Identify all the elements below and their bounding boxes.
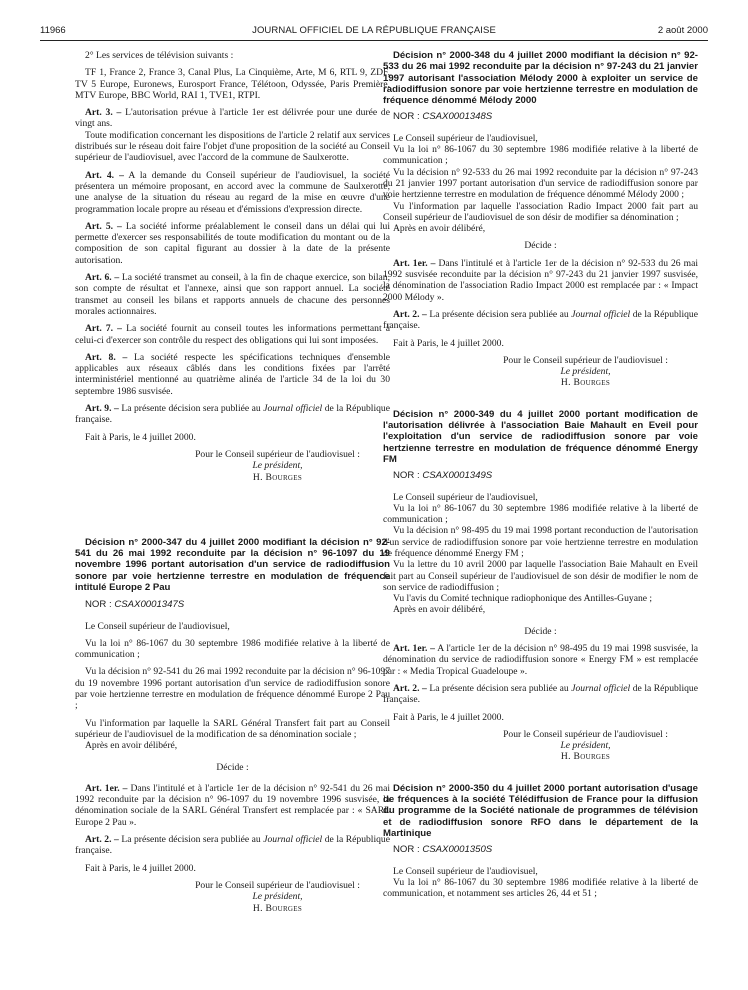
article-2 [383, 683, 698, 706]
signature-name: H. Bourges [560, 751, 611, 763]
nor-label: NOR : [393, 111, 423, 123]
article-label: Art. 2. – [393, 682, 427, 694]
nor-label: NOR : [85, 599, 115, 611]
nor-reference [383, 111, 698, 122]
article-label: Art. 7. – [85, 323, 122, 335]
deliberation-line: Après en avoir délibéré, [85, 740, 178, 752]
article-text: A l'article 1er de la décision n° 98-495 du 19 mai 1998 susvisée, la dénomination du service de radiodiffusion sonore « Energy FM » est remplacée par : « Media Tropical Guadeloupe ». [383, 643, 698, 677]
article-9 [75, 403, 390, 426]
article-text: La société transmet au conseil, à la fin de chaque exercice, son bilan, son compte de résultat et l'annexe, ainsi que son rapport annuel. La société transmet au conseil les bilans et rapports annuels de chacune des personnes morales actionnaires. [75, 272, 390, 317]
article-text: L'autorisation prévue à l'article 1er est délivrée pour une durée de vingt ans. [75, 107, 390, 130]
left-column [75, 50, 390, 914]
article-label: Art. 1er. – [393, 257, 436, 269]
article-text: La société respecte les spécifications techniques d'ensemble applicables aux réseaux câblés dans les conditions fixées par l'arrêté interministériel mentionné au quatrième alinéa de l'article 34 de la loi du 30 septembre 1986 susvisée. [75, 351, 390, 397]
article-label: Art. 2. – [393, 308, 427, 320]
article-label: Art. 9. – [85, 403, 119, 415]
signature-role: Le président, [560, 366, 611, 378]
article-label: Art. 3. – [85, 107, 122, 119]
signature-role: Le président, [252, 460, 303, 472]
article-3 [75, 107, 390, 130]
conseil-line: Le Conseil supérieur de l'audiovisuel, [393, 132, 538, 144]
services-list: TF 1, France 2, France 3, Canal Plus, La Cinquième, Arte, M 6, RTL 9, ZDF, TV 5 Europe, Euronews, Eurosport France, Télétoon, Odyssée, Paris Première, MTV Europe, BBC World, RAI 1, TVE1, RTPI. [75, 67, 390, 101]
visa-2: Vu la décision n° 98-495 du 19 mai 1998 portant reconduction de l'autorisation d'un service de radiodiffusion sonore par voie hertzienne terrestre en modulation de fréquence dénommé Energy FM ; [383, 525, 698, 559]
decision-349 [383, 409, 698, 763]
article-text: A la demande du Conseil supérieur de l'audiovisuel, la société présentera un mémoire proposant, en accord avec la commune de Saulxerotte, une analyse de la situation du réseau au regard de la mise en œuvre d'une programmation locale propre au réseau et d'émissions d'expression directe. [75, 169, 390, 215]
decision-title: Décision n° 2000-347 du 4 juillet 2000 modifiant la décision n° 92-541 du 26 mai 1992 reconduite par la décision n° 96-1097 du 19 novembre 1996 portant autorisation d'un service de radiodiffusion sonore par voie hertzienne terrestre en modulation de fréquence intitulé Europe 2 Pau [75, 536, 390, 593]
article-text: Dans l'intitulé et à l'article 1er de la décision n° 92-541 du 26 mai 1992 reconduite par la décision n° 96-1097 du 19 novembre 1996 susvisée, la dénomination sociale de la SARL Général Transfert est remplacée par : « SARL Europe 2 Pau ». [75, 782, 390, 828]
article-label: Art. 6. – [85, 272, 120, 284]
journal-officiel-italic: Journal officiel [263, 403, 323, 415]
signature-name: H. Bourges [560, 377, 611, 389]
signature-pour: Pour le Conseil supérieur de l'audiovisuel : [195, 448, 360, 460]
signature-role: Le président, [252, 891, 303, 903]
signature-pour: Pour le Conseil supérieur de l'audiovisuel : [503, 354, 668, 366]
header-rule [40, 40, 708, 41]
article-2 [75, 834, 390, 857]
visa-1: Vu la loi n° 86-1067 du 30 septembre 1986 modifiée relative à la liberté de communication ; [75, 637, 390, 661]
issue-date: 2 août 2000 [657, 25, 708, 36]
article-text: La présente décision sera publiée au [426, 308, 572, 320]
article-label: Art. 2. – [85, 834, 119, 846]
article-5 [75, 221, 390, 266]
article-text: Dans l'intitulé et à l'article 1er de la décision n° 92-533 du 26 mai 1992 susvisée reconduite par la décision n° 97-243 du 21 janvier 1997 susvisée, la dénomination de l'association Radio Impact 2000 est remplacée par : « Impact 2000 Mélody ». [383, 257, 698, 303]
decision-title: Décision n° 2000-349 du 4 juillet 2000 portant modification de l'autorisation délivrée à l'association Baie Mahault en Eveil pour l'exploitation d'un service de radiodiffusion sonore par voie hertzienne terrestre en modulation de fréquence dénommé Energy FM [383, 408, 698, 465]
nor-code: CSAX0001347S [114, 599, 185, 611]
journal-officiel-italic: Journal officiel [571, 682, 631, 694]
nor-reference [75, 599, 390, 610]
article-2 [383, 309, 698, 332]
signature-block [383, 355, 698, 389]
article-label: Art. 5. – [85, 220, 122, 232]
visa-4: Vu l'avis du Comité technique radiophonique des Antilles-Guyane ; [393, 593, 653, 605]
visa-1: Vu la loi n° 86-1067 du 30 septembre 1986 modifiée relative à la liberté de communication ; [383, 502, 698, 526]
article-text: La présente décision sera publiée au [426, 682, 572, 694]
article-label: Art. 1er. – [393, 643, 435, 655]
deliberation-line: Après en avoir délibéré, [393, 223, 486, 235]
journal-title: JOURNAL OFFICIEL DE LA RÉPUBLIQUE FRANÇAISE [252, 25, 496, 36]
decide-heading: Décide : [524, 240, 557, 252]
nor-code: CSAX0001349S [422, 470, 493, 482]
article-text: de la République française. [75, 834, 390, 857]
decision-348 [383, 50, 698, 389]
signature-block [75, 449, 390, 483]
journal-officiel-italic: Journal officiel [263, 834, 323, 846]
article-label: Art. 1er. – [85, 782, 128, 794]
nor-reference [383, 470, 698, 481]
journal-officiel-italic: Journal officiel [571, 308, 631, 320]
article-text: de la République française. [383, 308, 698, 332]
article-text: La présente décision sera publiée au [118, 403, 264, 415]
signature-name: H. Bourges [252, 902, 303, 914]
decide-heading: Décide : [524, 625, 557, 637]
conseil-line: Le Conseil supérieur de l'audiovisuel, [85, 620, 230, 632]
decision-title: Décision n° 2000-348 du 4 juillet 2000 modifiant la décision n° 92-533 du 26 mai 1992 reconduite par la décision n° 97-243 du 21 janvier 1997 autorisant l'association Mélody 2000 à exploiter un service de radiodiffusion sonore par voie hertzienne terrestre en modulation de fréquence dénommé Mélody 2000 [383, 50, 698, 107]
signature-pour: Pour le Conseil supérieur de l'audiovisuel : [195, 879, 360, 891]
fait-a-paris: Fait à Paris, le 4 juillet 2000. [393, 337, 504, 349]
decision-350 [383, 783, 698, 900]
fait-a-paris: Fait à Paris, le 4 juillet 2000. [393, 711, 504, 723]
article-7 [75, 323, 390, 346]
services-intro: 2° Les services de télévision suivants : [85, 50, 234, 61]
fait-a-paris: Fait à Paris, le 4 juillet 2000. [85, 862, 196, 874]
article-1 [75, 783, 390, 828]
article-text: de la République française. [75, 403, 390, 426]
article-label: Art. 4. – [85, 169, 124, 181]
signature-block [383, 729, 698, 763]
decide-heading: Décide : [216, 761, 249, 773]
signature-pour: Pour le Conseil supérieur de l'audiovisuel : [503, 728, 668, 740]
nor-label: NOR : [393, 844, 423, 856]
article-text: de la République française. [383, 682, 698, 706]
conseil-line: Le Conseil supérieur de l'audiovisuel, [393, 865, 538, 877]
nor-code: CSAX0001350S [422, 844, 493, 856]
signature-role: Le président, [560, 740, 611, 752]
nor-reference [383, 844, 698, 855]
conseil-line: Le Conseil supérieur de l'audiovisuel, [393, 491, 538, 503]
nor-code: CSAX0001348S [422, 111, 493, 123]
fait-a-paris: Fait à Paris, le 4 juillet 2000. [85, 431, 196, 443]
article-label: Art. 8. – [85, 351, 128, 363]
article-8 [75, 352, 390, 397]
article-3-paragraph-2: Toute modification concernant les dispositions de l'article 2 relatif aux services distribués sur le réseau doit faire l'objet d'une proposition de la société au Conseil supérieur de l'audiovisuel, avec l'accord de la commune de Saulxerotte. [75, 129, 390, 164]
visa-2: Vu la décision n° 92-541 du 26 mai 1992 reconduite par la décision n° 96-1097 du 19 novembre 1996 portant autorisation d'un service de radiodiffusion sonore par voie hertzienne terrestre en modulation de fréquence dénommé Europe 2 Pau ; [75, 666, 390, 712]
page-number: 11966 [40, 25, 66, 36]
visa-1: Vu la loi n° 86-1067 du 30 septembre 1986 modifiée relative à la liberté de communication, et notamment ses articles 26, 44 et 51 ; [383, 876, 698, 900]
page-header [40, 24, 708, 38]
article-text: La société fournit au conseil toutes les informations permettant à celui-ci d'exercer son contrôle du respect des obligations qui lui sont imposées. [75, 323, 390, 346]
article-4 [75, 170, 390, 215]
decision-title: Décision n° 2000-350 du 4 juillet 2000 portant autorisation d'usage de fréquences à la société Télédiffusion de France pour la diffusion du programme de la Société nationale de programmes de télévision et de radiodiffusion sonore RFO dans le département de la Martinique [383, 782, 698, 839]
article-text: La société informe préalablement le conseil dans un délai qui lui permette d'exercer ses responsabilités de toute modification du montant ou de la composition de son capital figurant au dossier à la date de la présente autorisation. [75, 220, 390, 266]
article-6 [75, 272, 390, 317]
article-1 [383, 258, 698, 303]
deliberation-line: Après en avoir délibéré, [393, 604, 486, 616]
visa-3: Vu l'information par laquelle la SARL Général Transfert fait part au Conseil supérieur de l'audiovisuel de la modification de sa dénomination sociale ; [75, 717, 390, 740]
article-text: La présente décision sera publiée au [118, 834, 264, 846]
nor-label: NOR : [393, 470, 423, 482]
visa-1: Vu la loi n° 86-1067 du 30 septembre 1986 modifiée relative à la liberté de communication ; [383, 144, 698, 167]
visa-3: Vu la lettre du 10 avril 2000 par laquelle l'association Baie Mahault en Eveil fait part au Conseil supérieur de l'audiovisuel de son désir de modifier le nom de son service de radiodiffusion ; [383, 559, 698, 593]
article-1 [383, 643, 698, 677]
visa-2: Vu la décision n° 92-533 du 26 mai 1992 reconduite par la décision n° 97-243 du 21 janvier 1997 portant autorisation d'un service de radiodiffusion sonore par voie hertzienne terrestre en modulation de fréquence dénommé Mélody 2000 ; [383, 166, 698, 201]
visa-3: Vu l'information par laquelle l'association Radio Impact 2000 fait part au Conseil supérieur de l'audiovisuel de son désir de modifier sa dénomination ; [383, 200, 698, 223]
signature-name: H. Bourges [252, 471, 303, 483]
signature-block [75, 880, 390, 914]
right-column [383, 50, 698, 899]
decision-347 [75, 537, 390, 914]
